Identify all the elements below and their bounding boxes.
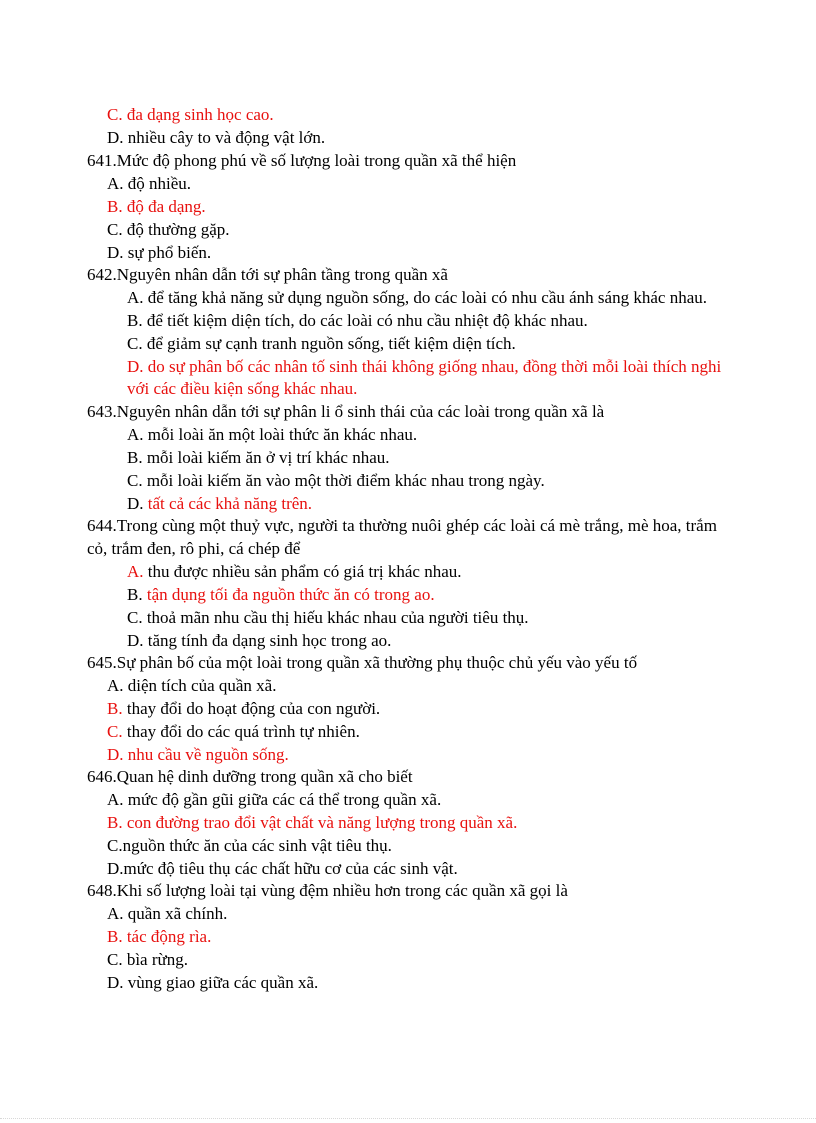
option-648-a: A. quần xã chính. [107, 904, 228, 923]
option-644-a-text: thu được nhiều sản phẩm có giá trị khác nhau. [147, 562, 462, 581]
option-644-a-letter: A. [127, 562, 144, 581]
option-646-b: B. con đường trao đổi vật chất và năng lượng trong quần xã. [107, 813, 518, 832]
question-641-stem: 641.Mức độ phong phú về số lượng loài trong quần xã thể hiện [87, 151, 517, 170]
option-648-c: C. bìa rừng. [107, 950, 188, 969]
option-645-c [107, 721, 360, 743]
option-643-d [127, 493, 312, 515]
option-642-b: B. để tiết kiệm diện tích, do các loài có nhu cầu nhiệt độ khác nhau. [127, 311, 588, 330]
option-642-c: C. để giảm sự cạnh tranh nguồn sống, tiết kiệm diện tích. [127, 334, 516, 353]
option-646-a: A. mức độ gần gũi giữa các cá thể trong quần xã. [107, 790, 442, 809]
page-bottom-divider [0, 1118, 816, 1119]
option-643-b: B. mỗi loài kiếm ăn ở vị trí khác nhau. [127, 448, 390, 467]
option-648-d: D. vùng giao giữa các quần xã. [107, 973, 319, 992]
option-645-b [107, 698, 380, 720]
option-643-d-letter: D. [127, 494, 144, 513]
question-642-stem: 642.Nguyên nhân dẫn tới sự phân tầng trong quần xã [87, 265, 448, 284]
option-648-b: B. tác động rìa. [107, 927, 212, 946]
option-642-d-continuation: với các điều kiện sống khác nhau. [127, 379, 358, 398]
option-642-a: A. để tăng khả năng sử dụng nguồn sống, do các loài có nhu cầu ánh sáng khác nhau. [127, 288, 707, 307]
question-644-stem-continuation: cỏ, trắm đen, rô phi, cá chép để [87, 539, 301, 558]
option-644-c: C. thoả mãn nhu cầu thị hiếu khác nhau của người tiêu thụ. [127, 608, 529, 627]
option-644-a [127, 561, 462, 583]
question-645-stem: 645.Sự phân bố của một loài trong quần xã thường phụ thuộc chủ yếu vào yếu tố [87, 653, 638, 672]
option-645-b-letter: B. [107, 699, 123, 718]
option-641-c: C. độ thường gặp. [107, 220, 230, 239]
option-640-c: C. đa dạng sinh học cao. [107, 105, 274, 124]
option-643-c: C. mỗi loài kiếm ăn vào một thời điểm khác nhau trong ngày. [127, 471, 545, 490]
option-644-b [127, 584, 435, 606]
option-644-b-letter: B. [127, 585, 143, 604]
option-646-c: C.nguồn thức ăn của các sinh vật tiêu thụ. [107, 836, 392, 855]
option-644-b-answer: tận dụng tối đa nguồn thức ăn có trong ao. [146, 585, 435, 604]
option-644-d: D. tăng tính đa dạng sinh học trong ao. [127, 631, 392, 650]
question-648-stem: 648.Khi số lượng loài tại vùng đệm nhiều hơn trong các quần xã gọi là [87, 881, 568, 900]
option-641-b: B. độ đa dạng. [107, 197, 206, 216]
option-645-b-text: thay đổi do hoạt động của con người. [126, 699, 381, 718]
question-644-stem: 644.Trong cùng một thuỷ vực, người ta thường nuôi ghép các loài cá mè trắng, mè hoa, trắm [87, 516, 717, 535]
option-645-a: A. diện tích của quần xã. [107, 676, 277, 695]
option-641-a: A. độ nhiều. [107, 174, 192, 193]
option-643-d-answer: tất cả các khả năng trên. [147, 494, 313, 513]
option-645-d: D. nhu cầu về nguồn sống. [107, 745, 289, 764]
option-645-c-letter: C. [107, 722, 123, 741]
option-645-c-text: thay đổi do các quá trình tự nhiên. [126, 722, 360, 741]
option-643-a: A. mỗi loài ăn một loài thức ăn khác nhau. [127, 425, 418, 444]
option-641-d: D. sự phổ biến. [107, 243, 212, 262]
option-642-d: D. do sự phân bố các nhân tố sinh thái không giống nhau, đồng thời mỗi loài thích nghi [127, 357, 722, 376]
option-646-d: D.mức độ tiêu thụ các chất hữu cơ của các sinh vật. [107, 859, 458, 878]
option-640-d: D. nhiều cây to và động vật lớn. [107, 128, 326, 147]
question-643-stem: 643.Nguyên nhân dẫn tới sự phân li ổ sinh thái của các loài trong quần xã là [87, 402, 605, 421]
question-646-stem: 646.Quan hệ dinh dưỡng trong quần xã cho biết [87, 767, 413, 786]
